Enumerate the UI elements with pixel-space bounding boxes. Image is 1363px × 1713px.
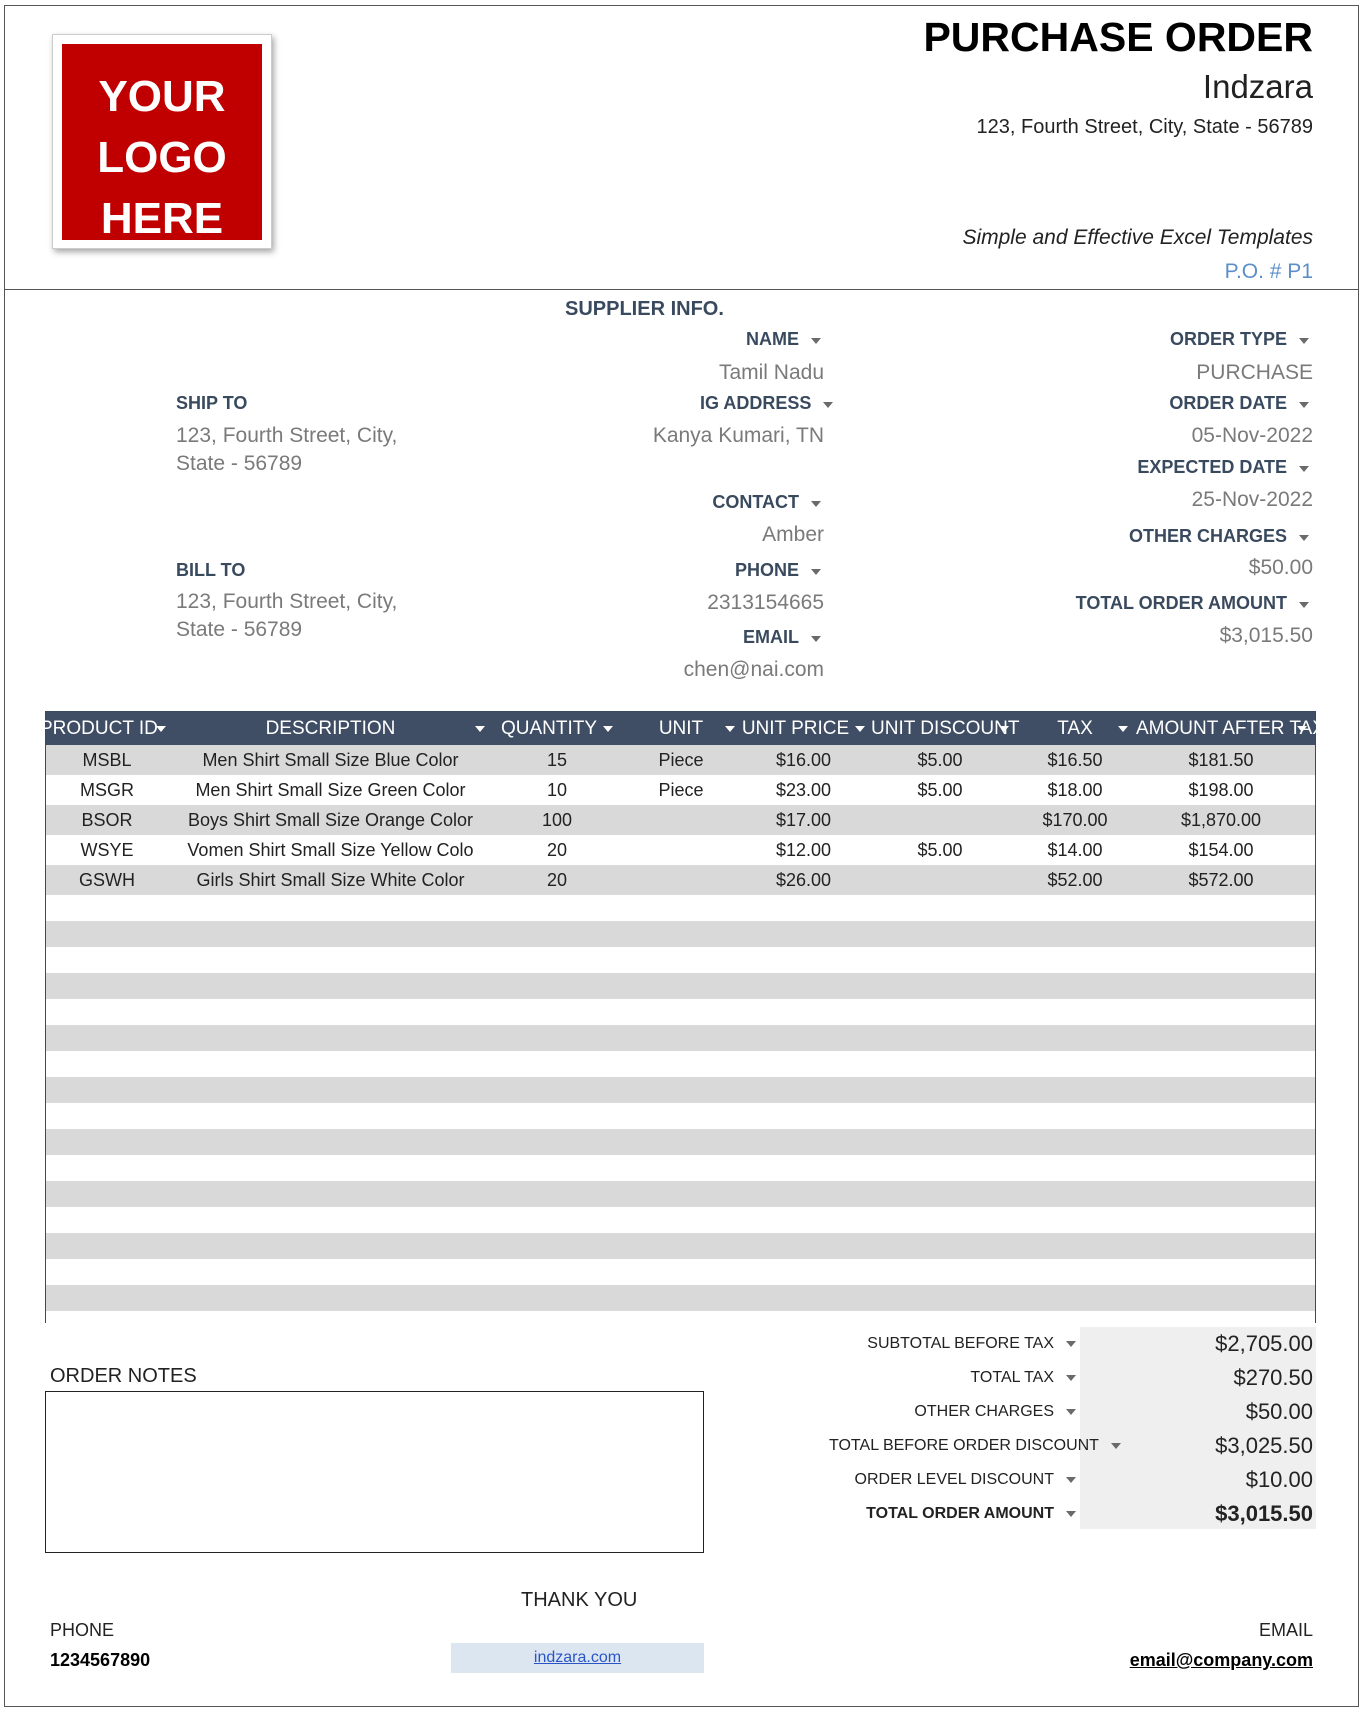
- summary-total-label-cell: [866, 1505, 1076, 1523]
- ship-to-line-1: 123, Fourth Street, City,: [176, 424, 398, 447]
- cell-product-id: MSGR: [80, 780, 134, 800]
- summary-before-discount-label: TOTAL BEFORE ORDER DISCOUNT: [829, 1437, 1099, 1454]
- website-link[interactable]: indzara.com: [533, 1649, 622, 1666]
- filter-dropdown-icon[interactable]: [725, 726, 735, 732]
- cell-unit-discount: $5.00: [917, 780, 963, 800]
- summary-discount-label: ORDER LEVEL DISCOUNT: [854, 1471, 1054, 1488]
- column-header-label: QUANTITY: [500, 718, 598, 739]
- total-order-amount: $3,015.50: [1219, 624, 1313, 647]
- cell-amount: $181.50: [1188, 750, 1254, 770]
- summary-total-label: TOTAL ORDER AMOUNT: [866, 1505, 1054, 1522]
- summary-other-label: OTHER CHARGES: [914, 1403, 1054, 1420]
- filter-dropdown-icon[interactable]: [823, 402, 833, 408]
- order-type-label: ORDER TYPE: [1169, 329, 1287, 349]
- order-date: 05-Nov-2022: [1191, 424, 1313, 447]
- logo-frame: [52, 34, 272, 249]
- po-number: P.O. # P1: [1224, 260, 1313, 283]
- cell-unit: Piece: [658, 780, 704, 800]
- cell-unit-price: $17.00: [775, 810, 832, 830]
- column-header-unit-price[interactable]: [741, 712, 866, 745]
- expected-date-label-cell: [1137, 457, 1309, 478]
- table-body: [46, 745, 1315, 895]
- supplier-address-label: IG ADDRESS: [700, 393, 812, 413]
- supplier-phone-label: PHONE: [734, 560, 799, 580]
- table-row[interactable]: [46, 805, 1315, 835]
- other-charges: $50.00: [1248, 556, 1313, 579]
- column-header-label: TAX: [1057, 718, 1093, 739]
- total-order-label: TOTAL ORDER AMOUNT: [1075, 593, 1287, 613]
- column-header-label: UNIT DISCOUNT: [871, 718, 1020, 739]
- order-type-label-cell: [1170, 329, 1309, 350]
- order-date-label: ORDER DATE: [1169, 393, 1287, 413]
- bill-to-line-1: 123, Fourth Street, City,: [176, 590, 398, 613]
- cell-quantity: 15: [546, 750, 568, 770]
- cell-description: Vomen Shirt Small Size Yellow Colo: [187, 840, 474, 860]
- table-row[interactable]: [46, 835, 1315, 865]
- order-notes-title: ORDER NOTES: [50, 1365, 197, 1387]
- cell-unit-discount: [866, 865, 1014, 895]
- filter-dropdown-icon[interactable]: [1066, 1477, 1076, 1483]
- cell-product-id: GSWH: [79, 870, 135, 890]
- filter-dropdown-icon[interactable]: [1299, 535, 1309, 541]
- summary-tax-label: TOTAL TAX: [970, 1369, 1054, 1386]
- cell-unit: [621, 805, 741, 835]
- cell-unit-discount: $5.00: [917, 840, 963, 860]
- summary-subtotal-label-cell: [867, 1335, 1076, 1353]
- filter-dropdown-icon[interactable]: [1066, 1341, 1076, 1347]
- logo-line-3: HERE: [100, 194, 224, 243]
- order-notes-box[interactable]: [45, 1391, 704, 1553]
- logo-line-1: YOUR: [98, 72, 226, 121]
- cell-unit-discount: [866, 805, 1014, 835]
- ship-to-label: SHIP TO: [176, 393, 248, 413]
- cell-unit-price: $23.00: [775, 780, 832, 800]
- filter-dropdown-icon[interactable]: [999, 726, 1009, 732]
- cell-description: Girls Shirt Small Size White Color: [196, 870, 465, 890]
- column-header-label: AMOUNT AFTER TAX: [1136, 718, 1325, 739]
- thank-you-text: THANK YOU: [521, 1589, 638, 1611]
- supplier-info-title: SUPPLIER INFO.: [565, 298, 724, 320]
- cell-tax: $52.00: [1047, 870, 1103, 890]
- footer-phone: 1234567890: [50, 1650, 151, 1670]
- filter-dropdown-icon[interactable]: [1066, 1409, 1076, 1415]
- filter-dropdown-icon[interactable]: [603, 726, 613, 732]
- cell-product-id: MSBL: [82, 750, 132, 770]
- filter-dropdown-icon[interactable]: [1299, 466, 1309, 472]
- column-header-description[interactable]: [168, 712, 493, 745]
- column-header-unit[interactable]: [621, 712, 741, 745]
- order-date-label-cell: [1169, 393, 1309, 414]
- cell-tax: $18.00: [1047, 780, 1103, 800]
- cell-amount: $572.00: [1188, 870, 1254, 890]
- cell-amount: $154.00: [1188, 840, 1254, 860]
- column-header-label: DESCRIPTION: [265, 718, 396, 739]
- filter-dropdown-icon[interactable]: [1066, 1511, 1076, 1517]
- summary-tax-label-cell: [970, 1369, 1076, 1387]
- table-row[interactable]: [46, 865, 1315, 895]
- column-header-unit-discount[interactable]: [866, 712, 1020, 745]
- filter-dropdown-icon[interactable]: [811, 569, 821, 575]
- summary-subtotal: $2,705.00: [1215, 1331, 1313, 1356]
- column-header-amount[interactable]: [1136, 712, 1325, 745]
- cell-unit-price: $12.00: [775, 840, 832, 860]
- table-header-row: [40, 712, 1325, 745]
- table-row[interactable]: [46, 775, 1315, 805]
- supplier-contact-label: CONTACT: [712, 492, 799, 512]
- column-header-label: UNIT PRICE: [741, 718, 850, 739]
- logo-placeholder: [62, 44, 262, 243]
- filter-dropdown-icon[interactable]: [156, 726, 166, 732]
- filter-dropdown-icon[interactable]: [1297, 726, 1307, 732]
- cell-unit-discount: $5.00: [917, 750, 963, 770]
- supplier-address-label-cell: [700, 393, 821, 414]
- footer-email-label: EMAIL: [1258, 1620, 1313, 1640]
- cell-tax: $170.00: [1042, 810, 1108, 830]
- filter-dropdown-icon[interactable]: [1299, 602, 1309, 608]
- cell-tax: $16.50: [1047, 750, 1103, 770]
- company-address: 123, Fourth Street, City, State - 56789: [976, 116, 1313, 138]
- supplier-name: Tamil Nadu: [718, 361, 824, 384]
- supplier-name-label-cell: [746, 329, 821, 350]
- summary-other-label-cell: [914, 1403, 1076, 1421]
- cell-quantity: 20: [546, 840, 568, 860]
- cell-description: Men Shirt Small Size Green Color: [195, 780, 466, 800]
- filter-dropdown-icon[interactable]: [1118, 726, 1128, 732]
- cell-unit: [621, 835, 741, 865]
- expected-date-label: EXPECTED DATE: [1137, 457, 1287, 477]
- supplier-email-label-cell: [743, 627, 821, 648]
- summary-total: $3,015.50: [1215, 1501, 1313, 1526]
- footer-phone-label: PHONE: [50, 1620, 115, 1640]
- summary-other-charges: $50.00: [1245, 1399, 1313, 1424]
- cell-product-id: WSYE: [80, 840, 134, 860]
- supplier-email: chen@nai.com: [683, 658, 824, 681]
- cell-tax: $14.00: [1047, 840, 1103, 860]
- bill-to-label: BILL TO: [176, 560, 246, 580]
- cell-unit: Piece: [658, 750, 704, 770]
- cell-amount: $198.00: [1188, 780, 1254, 800]
- cell-unit-price: $16.00: [775, 750, 832, 770]
- supplier-email-label: EMAIL: [743, 627, 799, 647]
- cell-quantity: 20: [546, 870, 568, 890]
- bill-to-line-2: State - 56789: [176, 618, 303, 641]
- supplier-name-label: NAME: [746, 329, 799, 349]
- cell-unit: [621, 865, 741, 895]
- line-items-table: [40, 711, 1325, 1323]
- summary-before-discount-label-cell: [829, 1437, 1099, 1455]
- table-row[interactable]: [46, 745, 1315, 775]
- summary-before-discount: $3,025.50: [1215, 1433, 1313, 1458]
- total-order-label-cell: [1076, 593, 1309, 614]
- header-divider: [4, 289, 1359, 290]
- column-header-label: UNIT: [658, 718, 704, 739]
- cell-description: Men Shirt Small Size Blue Color: [202, 750, 459, 770]
- filter-dropdown-icon[interactable]: [1299, 338, 1309, 344]
- summary-subtotal-label: SUBTOTAL BEFORE TAX: [867, 1335, 1054, 1352]
- supplier-address: Kanya Kumari, TN: [652, 424, 824, 447]
- logo-line-2: LOGO: [97, 133, 227, 182]
- summary-order-discount: $10.00: [1245, 1467, 1313, 1492]
- filter-dropdown-icon[interactable]: [811, 338, 821, 344]
- expected-date: 25-Nov-2022: [1191, 488, 1313, 511]
- ship-to-line-2: State - 56789: [176, 452, 303, 475]
- filter-dropdown-icon[interactable]: [811, 636, 821, 642]
- cell-unit-price: $26.00: [775, 870, 832, 890]
- supplier-phone-label-cell: [735, 560, 821, 581]
- supplier-contact: Amber: [762, 523, 824, 546]
- company-name: Indzara: [1202, 68, 1313, 105]
- filter-dropdown-icon[interactable]: [855, 726, 865, 732]
- summary-values-panel: [1080, 1327, 1316, 1529]
- filter-dropdown-icon[interactable]: [1299, 402, 1309, 408]
- filter-dropdown-icon[interactable]: [1111, 1443, 1121, 1449]
- supplier-contact-label-cell: [712, 492, 821, 513]
- cell-quantity: 10: [546, 780, 568, 800]
- website-cell: [451, 1643, 704, 1673]
- column-header-tax[interactable]: [1014, 712, 1136, 745]
- other-charges-label: OTHER CHARGES: [1128, 526, 1287, 546]
- filter-dropdown-icon[interactable]: [1066, 1375, 1076, 1381]
- cell-description: Boys Shirt Small Size Orange Color: [187, 810, 474, 830]
- cell-quantity: 100: [541, 810, 573, 830]
- other-charges-label-cell: [1129, 526, 1309, 547]
- cell-product-id: BSOR: [81, 810, 133, 830]
- summary-discount-label-cell: [855, 1471, 1076, 1489]
- cell-amount: $1,870.00: [1180, 810, 1262, 830]
- column-header-product-id[interactable]: [40, 712, 168, 745]
- footer-email-link[interactable]: email@company.com: [1129, 1650, 1313, 1670]
- empty-table-rows: [46, 895, 1315, 1325]
- column-header-quantity[interactable]: [493, 712, 621, 745]
- column-header-label: PRODUCT ID: [40, 718, 158, 739]
- company-tagline: Simple and Effective Excel Templates: [962, 226, 1313, 249]
- document-title: PURCHASE ORDER: [923, 14, 1313, 60]
- order-type: PURCHASE: [1196, 361, 1313, 384]
- filter-dropdown-icon[interactable]: [811, 501, 821, 507]
- summary-tax: $270.50: [1233, 1365, 1313, 1390]
- supplier-phone: 2313154665: [707, 591, 824, 614]
- filter-dropdown-icon[interactable]: [475, 726, 485, 732]
